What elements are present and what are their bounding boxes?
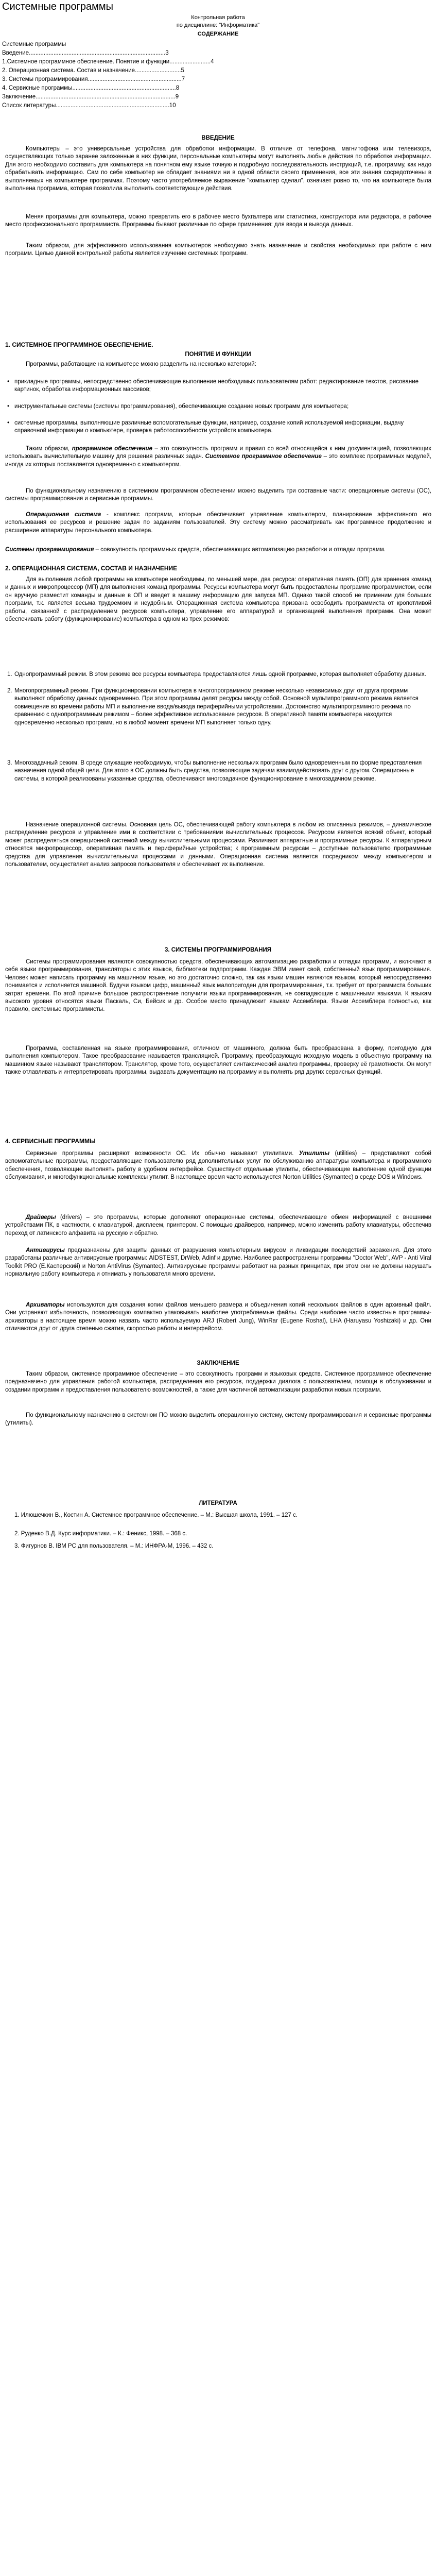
section2-paragraph: Для выполнения любой программы на компьютере необходимы, по меньшей мере, два ресурса: оперативная память (ОП) для хранения команд и данных и микропроцессор (МП) для выполнения команд программы. Ресурсы компьютера могут быть предоставлены программе программистом, если он вручную разместит команды и данные в ОП и введет в машину информацию для запуска МП. Однако такой способ не применим для больших программ, т.к. является весьма трудоемким и неудобным. Операционная система компьютера призвана освободить программиста от кропотливой работы, связанной с распределением ресурсов компьютера, управление его аппаратурой и организацией выполнения программ. Она может обеспечивать работу (функционирование) компьютера в одном из трех режимов: <box>5 577 431 623</box>
section1-paragraph: Системы программирования – совокупность программных средств, обеспечивающих автоматизацию разработки и отладки программ. <box>5 547 386 553</box>
section3-paragraph: Программа, составленная на языке программирования, отличном от машинного, должна быть преобразована в форму, пригодную для выполнения компьютером. Такое преобразование называется трансляцией. Программу, преобразующую исходную модель в объектную программу на машинном языке называют транслятором. Транслятор, кроме того, осуществляет синтаксический анализ программы, проверку её грамотности. Он могут также отлавливать и интерпретировать программы, выдавать документацию на программу и выполнять ряд других сервисных функций. <box>5 1045 431 1076</box>
section4-paragraph: Архиваторы используются для создания копии файлов меньшего размера и объединения копий нескольких файлов в один архивный файл. Они устраняют избыточность, позволяющую компактно упаковывать наиболее употребляемые файлы. Среди наиболее часто известные программы-архиваторы в настоящее время можно назвать часто используемую ARJ (Robert Jung), WinRar (Eugene Roshal), LHA (Haruyasu Yoshizaki) и др. Они отличаются друг от друга степенью сжатия, скоростью работы и интерфейсом. <box>5 1302 431 1332</box>
section4-paragraph: Драйверы (drivers) – это программы, которые дополняют операционные системы, обеспечивающие обмен информацией с внешними устройствами ПК, в частности, с клавиатурой, дисплеем, принтером. С помощью драйверов, например, можно изменить работу клавиатуры, обеспечив переход от латинского алфавита на русскую и обратно. <box>5 1214 431 1236</box>
list-item: • инструментальные системы (системы программирования), обеспечивающие создание новых программ для компьютера; <box>7 403 349 410</box>
reference-item: 2. Руденко В.Д. Курс информатики. – К.: Феникс, 1998. – 368 с. <box>14 1531 187 1537</box>
section1-heading: 1. СИСТЕМНОЕ ПРОГРАММНОЕ ОБЕСПЕЧЕНИЕ. <box>5 341 153 348</box>
references-heading: ЛИТЕРАТУРА <box>199 1500 237 1506</box>
list-item: 2. Многопрограммный режим. При функционировании компьютера в многопрограммном режиме несколько независимых друг от друга программ выполняют обработку данных одновременно. При этом программы делят ресурсы между собой. Основной мультипрограммного режима является совмещение во времени работы МП и выполнение ввода/вывода периферийными устройствами. Достоинство мультипрограммного режима по сравнению с однопрограммным режимом – более эффективное использование ресурсов. В оперативной памяти компьютера находится одновременно несколько программ, но в любой момент времени МП выполняет только одну. <box>7 688 418 726</box>
list-item: 3. Многозадачный режим. В среде служащие необходимую, чтобы выполнение нескольких программ было одновременным по форме представления назначения одной общей цели. Для этого в ОС должны быть средства, позволяющие задачам взаимодействовать друг с другом. Операционные системы, в которой реализованы указанные средства, обеспечивают многозадачное функционирование в многозадачном режиме. <box>7 760 422 782</box>
section2-paragraph: Назначение операционной системы. Основная цель ОС, обеспечивающей работу компьютера в любом из описанных режимов, – динамическое распределение ресурсов и управление ими в соответствии с требованиями вычислительных процессов. Ресурсом является всякий объект, который может распределяться операционной системой между вычислительными процессами. Различают аппаратные и программные ресурсы. К аппаратурным относятся микропроцессор, оперативная память и периферийные устройства; к программным ресурсам – доступные пользователю программные средства для управления вычислительными процессами и данными. Операционная система является посредником между компьютером и пользователем, осуществляет анализ запросов пользователя и обеспечивает их выполнение. <box>5 822 431 868</box>
section4-paragraph: Сервисные программы расширяют возможности ОС. Их обычно называют утилитами. Утилиты (utilities) – представляют собой вспомогательные программы, предоставляющие пользователю ряд дополнительных услуг по обслуживанию аппаратуры компьютера и программного обеспечения, позволяющие выполнять работу в удобном интерфейсе. Существуют отдельные утилиты, обеспечивающие выполнение одной функции обслуживания, и многофункциональные комплексы утилит. В настоящее время часто используются Norton Utilities (Symantec) в среде DOS и Windows. <box>5 1150 431 1181</box>
section1-paragraph: По функциональному назначению в системном программном обеспечении можно выделить три составные части: операционные системы (ОС), системы программирования и сервисные программы. <box>5 488 431 502</box>
section1-paragraph: Операционная система - комплекс программ, которые обеспечивает управление компьютером, планирование эффективного его использования ее ресурсов и решение задач по заданиям пользователей. Эту систему можно рассматривать как программное продолжение и расширение аппаратуры персонального компьютера. <box>5 512 431 534</box>
contents-heading: СОДЕРЖАНИЕ <box>197 31 239 37</box>
conclusion-paragraph: Таким образом, системное программное обеспечение – это совокупность программ и языковых средств. Системное программное обеспечение предназначено для управления работой компьютера, распределения его ресурсов, поддержки диалога с пользователем, помощи в обслуживании и создании программ и предоставления пользователю возможностей, а также для частичной автоматизации разработки новых программ. <box>5 1371 431 1393</box>
reference-item: 1. Илюшечкин В., Костин А. Системное программное обеспечение. – М.: Высшая школа, 1991. – 127 с. <box>14 1512 298 1518</box>
toc-item: Заключение.....................................................................................9 <box>2 94 179 100</box>
header-discipline: по дисциплине: "Информатика" <box>176 22 260 28</box>
section3-paragraph: Системы программирования являются совокупностью средств, обеспечивающих автоматизацию разработки и отладки программ, и включают в себя языки программирования, трансляторы с этих языков, библиотеки подпрограмм. Каждая ЭВМ имеет свой, собственный язык программирования. Человек может написать программу на машинном языке, но это достаточно сложно, так как языки машин являются языком, который непосредственно понимается и исполняется машиной. Будучи языком цифр, машинный язык малопригоден для программирования, т.к. требует от программиста больших затрат времени. По этой причине большое распространение получили языки программирования, не совпадающие с машинными языками. К языкам высокого уровня относятся языки Паскаль, Си, Бейсик и др. Особое место принадлежит языкам Ассемблера. Языки Ассемблера полностью, как правило, системные программисты. <box>5 959 431 1013</box>
toc-item: 1.Системное программное обеспечение. Понятие и функции.........................4 <box>2 59 214 65</box>
toc-item: 4. Сервисные программы...............................................................8 <box>2 85 180 91</box>
toc-item: 3. Системы программирования.........................................................7 <box>2 76 185 82</box>
intro-paragraph: Меняя программы для компьютера, можно превратить его в рабочее место бухгалтера или статистика, конструктора или редактора, в рабочее место профессионального программиста. Программы бывают различные по сфере применения: для ввода и вывода данных. <box>5 214 431 228</box>
intro-paragraph: Компьютеры – это универсальные устройства для обработки информации. В отличие от телефона, магнитофона или телевизора, осуществляющих только заранее заложенные в них функции, персональные компьютеры могут выполнять любые действия по обработке информации. Для этого необходимо составить для компьютера на понятном ему языке точную и подробную последовательность инструкций, т.е. программу, как надо обрабатывать информацию. Сам по себе компьютер не обладает знаниями ни в одной области своего применения, все эти знания сосредоточены в выполняемых на компьютере программах. Поэтому часто употребляемое выражение "компьютер сделал", означает ровно то, что на компьютере была выполнена программа, которая позволила выполнить соответствующие действия. <box>5 146 431 192</box>
toc-item: Введение...................................................................................3 <box>2 50 169 56</box>
section1-paragraph: Таким образом, программное обеспечение – это совокупность программ и правил со всей относящейся к ним документацией, позволяющих использовать вычислительную машину для решения различных задач. Системное программное обеспечение – это комплекс программных модулей, иногда их которых поставляется одновременно с компьютером. <box>5 446 431 468</box>
toc-item: 2. Операционная система. Состав и назначение............................5 <box>2 67 184 74</box>
section1-subheading: ПОНЯТИЕ И ФУНКЦИИ <box>185 351 251 358</box>
conclusion-paragraph: По функциональному назначению в системном ПО можно выделить операционную систему, систему программирования и сервисные программы (утилиты). <box>5 1412 431 1427</box>
intro-paragraph: Таким образом, для эффективного использования компьютеров необходимо знать назначение и свойства необходимых при работе с ним программ. Целью данной контрольной работы является изучение системных программ. <box>5 243 431 257</box>
list-item: • прикладные программы, непосредственно обеспечивающие выполнение необходимых пользователям работ: редактирование текстов, рисование картинок, обработка информационных массивов; <box>7 379 419 393</box>
section4-paragraph: Антивирусы предназначены для защиты данных от разрушения компьютерным вирусом и ликвидации последствий заражения. Для этого разработаны различные антивирусные программы: AIDSTEST, DrWeb, Adinf и другие. Наиболее распространены программы "Doctor Web", AVP - Anti Viral Toolkit PRO (Е.Касперский) и Norton AntiVirus (Symantec). Антивирусные программы работают на разных принципах, при этом они не должны нарушать нормальную работу компьютера и отнимать у пользователя много времени. <box>5 1247 431 1278</box>
page-title: Системные программы <box>2 1 114 12</box>
conclusion-heading: ЗАКЛЮЧЕНИЕ <box>197 1360 239 1366</box>
list-item: • системные программы, выполняющие различные вспомогательные функции, например, создание копий используемой информации, выдачу справочной информации о компьютере, проверка работоспособности устройств компьютера. <box>7 420 404 434</box>
list-item: 1. Однопрограммный режим. В этом режиме все ресурсы компьютера предоставляются лишь одной программе, которая выполняет обработку данных. <box>7 671 426 677</box>
reference-item: 3. Фигурнов В. IBM PC для пользователя. – М.: ИНФРА-М, 1996. – 432 с. <box>14 1543 214 1549</box>
intro-heading: ВВЕДЕНИЕ <box>201 135 235 141</box>
header-work-type: Контрольная работа <box>191 14 245 21</box>
section2-heading: 2. ОПЕРАЦИОННАЯ СИСТЕМА, СОСТАВ И НАЗНАЧЕНИЕ <box>5 565 178 572</box>
section3-heading: 3. СИСТЕМЫ ПРОГРАММИРОВАНИЯ <box>164 947 272 953</box>
toc-item: Список литературы.....................................................................10 <box>2 103 176 109</box>
section4-heading: 4. СЕРВИСНЫЕ ПРОГРАММЫ <box>5 1138 96 1145</box>
toc-item: Системные программы <box>2 41 66 47</box>
section1-paragraph: Программы, работающие на компьютере можно разделить на несколько категорий: <box>26 361 256 367</box>
